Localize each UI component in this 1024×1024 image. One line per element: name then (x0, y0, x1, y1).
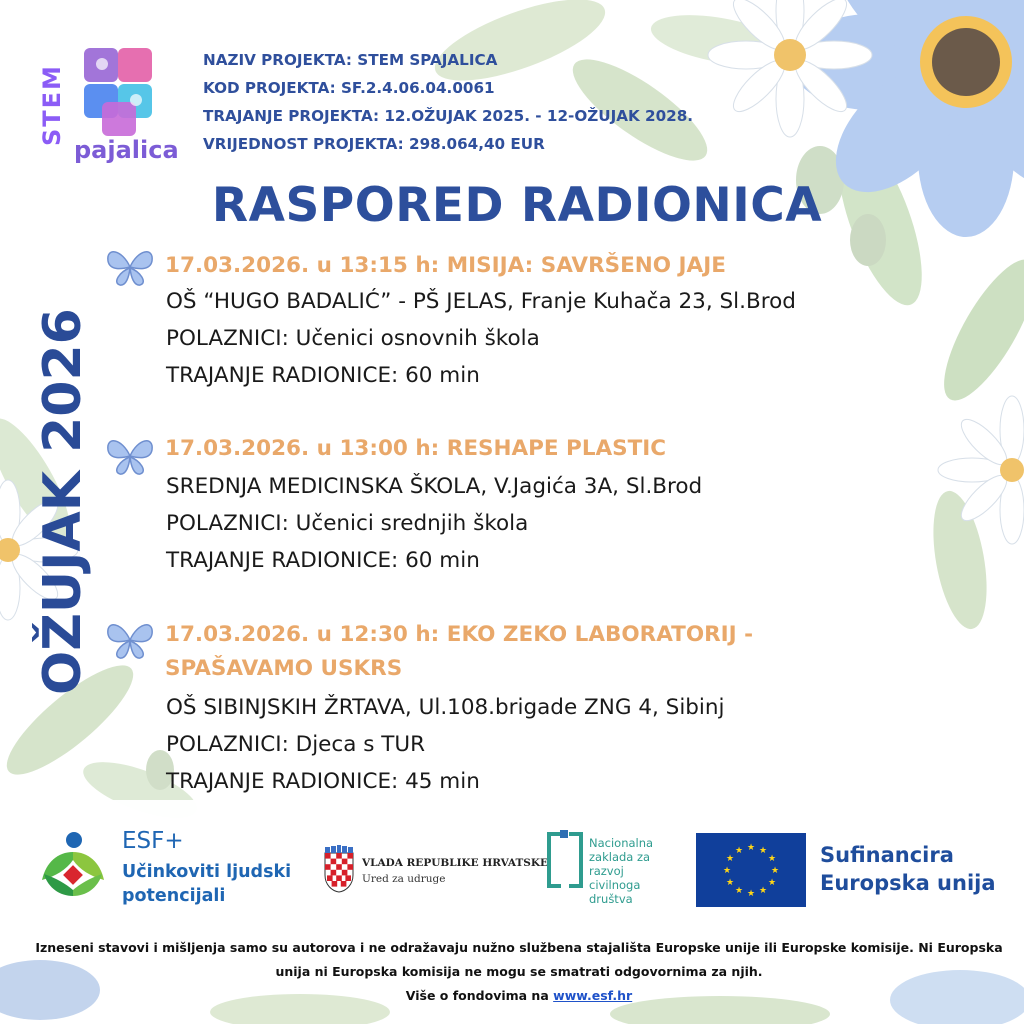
project-value: VRIJEDNOST PROJEKTA: 298.064,40 EUR (203, 135, 545, 153)
workshop-title-line1: 17.03.2026. u 12:30 h: EKO ZEKO LABORATORIJ - (165, 622, 754, 647)
more-info-line (14, 984, 1024, 1008)
disclaimer-line2: unija ni Europska komisija ne mogu se smatrati odgovornima za njih. (275, 964, 763, 979)
croatian-government-logo (322, 845, 549, 895)
workshop-participants: POLAZNICI: Učenici srednjih škola (166, 511, 529, 536)
government-office: Ured za udruge (362, 873, 446, 885)
disclaimer (14, 936, 1024, 1008)
nacionalna-zaklada-name (589, 836, 653, 906)
eu-cofinancing-text (820, 841, 996, 897)
svg-text:★: ★ (758, 886, 768, 896)
workshop-duration: TRAJANJE RADIONICE: 60 min (166, 363, 480, 388)
esf-program-name (122, 860, 291, 908)
nz-line: civilnoga (589, 878, 641, 892)
workshop-location: OŠ SIBINJSKIH ŽRTAVA, Ul.108.brigade ZNG 4, Sibinj (166, 695, 725, 720)
workshop-location: SREDNJA MEDICINSKA ŠKOLA, V.Jagića 3A, Sl.Brod (166, 474, 703, 499)
workshop-participants: POLAZNICI: Djeca s TUR (166, 732, 426, 757)
esf-website-link[interactable]: www.esf.hr (553, 988, 633, 1003)
nz-line: Nacionalna (589, 836, 654, 850)
workshop-item (100, 245, 900, 405)
svg-text:★: ★ (725, 854, 735, 864)
project-info (203, 46, 693, 158)
svg-text:★: ★ (767, 878, 777, 888)
eu-line1: Sufinancira (820, 843, 954, 867)
page-title: RASPORED RADIONICA (211, 178, 823, 233)
esf-flower-icon (38, 830, 108, 910)
workshop-location: OŠ “HUGO BADALIĆ” - PŠ JELAS, Franje Kuhača 23, Sl.Brod (166, 289, 796, 314)
nz-line: zaklada za (589, 850, 651, 864)
esf-logo (38, 830, 308, 910)
esf-line2: potencijali (122, 886, 226, 906)
butterfly-icon (104, 247, 156, 287)
svg-text:★: ★ (746, 843, 756, 853)
government-name: VLADA REPUBLIKE HRVATSKE (362, 857, 549, 869)
workshop-title-line2: SPAŠAVAMO USKRS (165, 656, 403, 681)
esf-line1: Učinkoviti ljudski (122, 862, 292, 882)
disclaimer-line1: Izneseni stavovi i mišljenja samo su autorova i ne odražavaju nužno službena stajališta Europske unije ili Europske komisije. Ni Europska (35, 940, 1003, 955)
svg-text:★: ★ (734, 846, 744, 856)
workshop-duration: TRAJANJE RADIONICE: 45 min (166, 769, 480, 794)
butterfly-icon (104, 620, 156, 660)
nacionalna-zaklada-logo (545, 830, 675, 916)
esf-plus-label: ESF+ (122, 828, 184, 854)
workshop-duration: TRAJANJE RADIONICE: 60 min (166, 548, 480, 573)
svg-text:★: ★ (725, 878, 735, 888)
croatian-coat-of-arms-icon (322, 845, 356, 893)
month-wrapper (30, 278, 96, 726)
stem-puzzle-cube-icon (80, 42, 162, 140)
workshop-participants: POLAZNICI: Učenici osnovnih škola (166, 326, 540, 351)
svg-text:★: ★ (734, 886, 744, 896)
bracket-logo-icon (545, 830, 585, 890)
project-code: KOD PROJEKTA: SF.2.4.06.04.0061 (203, 79, 495, 97)
nz-line: razvoj (589, 864, 624, 878)
eu-flag-icon (696, 833, 806, 907)
svg-text:★: ★ (746, 889, 756, 899)
project-name: NAZIV PROJEKTA: STEM SPAJALICA (203, 51, 498, 69)
logo-stem-text: STEM (38, 64, 66, 146)
workshop-title: 17.03.2026. u 13:00 h: RESHAPE PLASTIC (165, 436, 667, 461)
workshop-item (100, 428, 900, 588)
eu-cofinancing-logo (696, 833, 1016, 907)
eu-line2: Europska unija (820, 871, 996, 895)
month-label: OŽUJAK 2026 (33, 308, 93, 696)
svg-text:★: ★ (758, 846, 768, 856)
workshop-item (100, 612, 900, 802)
svg-text:★: ★ (722, 866, 732, 876)
more-info-text: Više o fondovima na (405, 988, 549, 1003)
nz-line: društva (589, 892, 633, 906)
svg-text:★: ★ (770, 866, 780, 876)
logo-pajalica-text: pajalica (74, 136, 179, 164)
workshop-title: 17.03.2026. u 13:15 h: MISIJA: SAVRŠENO JAJE (165, 253, 726, 278)
project-duration: TRAJANJE PROJEKTA: 12.OŽUJAK 2025. - 12-OŽUJAK 2028. (203, 107, 694, 125)
butterfly-icon (104, 436, 156, 476)
svg-text:★: ★ (767, 854, 777, 864)
